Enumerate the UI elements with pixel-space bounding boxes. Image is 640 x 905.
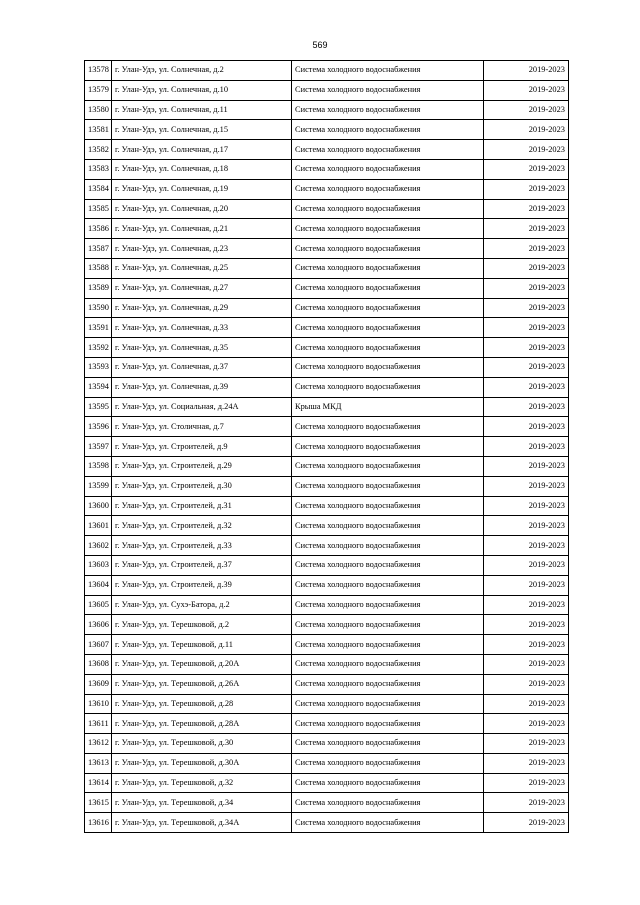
table-row [85, 734, 569, 754]
cell-system: Система холодного водоснабжения [292, 437, 484, 457]
cell-record-number: 13590 [85, 298, 112, 318]
cell-period: 2019-2023 [484, 298, 569, 318]
cell-period: 2019-2023 [484, 61, 569, 81]
table-row [85, 61, 569, 81]
cell-address: г. Улан-Удэ, ул. Солнечная, д.23 [112, 239, 292, 259]
cell-record-number: 13615 [85, 793, 112, 813]
cell-system: Система холодного водоснабжения [292, 674, 484, 694]
cell-address: г. Улан-Удэ, ул. Солнечная, д.33 [112, 318, 292, 338]
table-row [85, 179, 569, 199]
registry-table-body [85, 61, 569, 833]
cell-record-number: 13584 [85, 179, 112, 199]
page-number: 569 [312, 40, 328, 50]
table-row [85, 654, 569, 674]
cell-period: 2019-2023 [484, 714, 569, 734]
cell-record-number: 13591 [85, 318, 112, 338]
cell-address: г. Улан-Удэ, ул. Солнечная, д.17 [112, 140, 292, 160]
cell-address: г. Улан-Удэ, ул. Строителей, д.31 [112, 496, 292, 516]
cell-system: Система холодного водоснабжения [292, 278, 484, 298]
cell-system: Система холодного водоснабжения [292, 239, 484, 259]
cell-period: 2019-2023 [484, 417, 569, 437]
cell-system: Система холодного водоснабжения [292, 813, 484, 833]
cell-record-number: 13582 [85, 140, 112, 160]
cell-period: 2019-2023 [484, 555, 569, 575]
cell-record-number: 13578 [85, 61, 112, 81]
table-row [85, 753, 569, 773]
cell-address: г. Улан-Удэ, ул. Терешковой, д.30А [112, 753, 292, 773]
cell-system: Система холодного водоснабжения [292, 575, 484, 595]
cell-period: 2019-2023 [484, 338, 569, 358]
table-row [85, 635, 569, 655]
cell-record-number: 13604 [85, 575, 112, 595]
table-row [85, 476, 569, 496]
cell-system: Система холодного водоснабжения [292, 338, 484, 358]
cell-record-number: 13592 [85, 338, 112, 358]
cell-record-number: 13596 [85, 417, 112, 437]
table-row [85, 615, 569, 635]
cell-record-number: 13588 [85, 258, 112, 278]
table-row [85, 595, 569, 615]
cell-record-number: 13583 [85, 159, 112, 179]
cell-system: Система холодного водоснабжения [292, 793, 484, 813]
cell-address: г. Улан-Удэ, ул. Солнечная, д.10 [112, 80, 292, 100]
cell-system: Система холодного водоснабжения [292, 258, 484, 278]
cell-record-number: 13594 [85, 377, 112, 397]
cell-record-number: 13613 [85, 753, 112, 773]
table-row [85, 357, 569, 377]
table-row [85, 536, 569, 556]
cell-period: 2019-2023 [484, 516, 569, 536]
table-row [85, 694, 569, 714]
cell-address: г. Улан-Удэ, ул. Терешковой, д.2 [112, 615, 292, 635]
cell-period: 2019-2023 [484, 377, 569, 397]
cell-address: г. Улан-Удэ, ул. Столичная, д.7 [112, 417, 292, 437]
cell-system: Система холодного водоснабжения [292, 714, 484, 734]
cell-address: г. Улан-Удэ, ул. Солнечная, д.11 [112, 100, 292, 120]
table-row [85, 219, 569, 239]
table-row [85, 80, 569, 100]
table-row [85, 674, 569, 694]
cell-address: г. Улан-Удэ, ул. Солнечная, д.39 [112, 377, 292, 397]
cell-address: г. Улан-Удэ, ул. Терешковой, д.34А [112, 813, 292, 833]
cell-period: 2019-2023 [484, 694, 569, 714]
cell-system: Система холодного водоснабжения [292, 61, 484, 81]
cell-address: г. Улан-Удэ, ул. Терешковой, д.32 [112, 773, 292, 793]
cell-system: Система холодного водоснабжения [292, 595, 484, 615]
cell-system: Система холодного водоснабжения [292, 753, 484, 773]
cell-record-number: 13607 [85, 635, 112, 655]
cell-address: г. Улан-Удэ, ул. Социальная, д.24А [112, 397, 292, 417]
table-row [85, 338, 569, 358]
cell-period: 2019-2023 [484, 179, 569, 199]
cell-system: Система холодного водоснабжения [292, 417, 484, 437]
cell-period: 2019-2023 [484, 476, 569, 496]
cell-period: 2019-2023 [484, 219, 569, 239]
cell-period: 2019-2023 [484, 496, 569, 516]
table-row [85, 258, 569, 278]
table-row [85, 100, 569, 120]
cell-period: 2019-2023 [484, 140, 569, 160]
cell-period: 2019-2023 [484, 536, 569, 556]
cell-system: Система холодного водоснабжения [292, 159, 484, 179]
cell-system: Система холодного водоснабжения [292, 80, 484, 100]
cell-record-number: 13601 [85, 516, 112, 536]
cell-system: Система холодного водоснабжения [292, 654, 484, 674]
table-row [85, 714, 569, 734]
cell-record-number: 13593 [85, 357, 112, 377]
cell-address: г. Улан-Удэ, ул. Солнечная, д.27 [112, 278, 292, 298]
cell-address: г. Улан-Удэ, ул. Солнечная, д.2 [112, 61, 292, 81]
cell-record-number: 13597 [85, 437, 112, 457]
cell-address: г. Улан-Удэ, ул. Терешковой, д.20А [112, 654, 292, 674]
table-row [85, 140, 569, 160]
cell-period: 2019-2023 [484, 80, 569, 100]
cell-address: г. Улан-Удэ, ул. Солнечная, д.18 [112, 159, 292, 179]
cell-period: 2019-2023 [484, 595, 569, 615]
cell-system: Система холодного водоснабжения [292, 100, 484, 120]
cell-address: г. Улан-Удэ, ул. Строителей, д.37 [112, 555, 292, 575]
cell-system: Система холодного водоснабжения [292, 199, 484, 219]
cell-address: г. Улан-Удэ, ул. Терешковой, д.11 [112, 635, 292, 655]
cell-period: 2019-2023 [484, 654, 569, 674]
cell-record-number: 13606 [85, 615, 112, 635]
cell-system: Система холодного водоснабжения [292, 357, 484, 377]
table-row [85, 239, 569, 259]
cell-address: г. Улан-Удэ, ул. Терешковой, д.26А [112, 674, 292, 694]
cell-system: Система холодного водоснабжения [292, 377, 484, 397]
cell-period: 2019-2023 [484, 437, 569, 457]
table-row [85, 813, 569, 833]
cell-period: 2019-2023 [484, 674, 569, 694]
cell-record-number: 13602 [85, 536, 112, 556]
cell-system: Система холодного водоснабжения [292, 496, 484, 516]
cell-record-number: 13614 [85, 773, 112, 793]
cell-address: г. Улан-Удэ, ул. Солнечная, д.19 [112, 179, 292, 199]
table-row [85, 793, 569, 813]
cell-period: 2019-2023 [484, 318, 569, 338]
table-row [85, 159, 569, 179]
cell-address: г. Улан-Удэ, ул. Солнечная, д.37 [112, 357, 292, 377]
cell-period: 2019-2023 [484, 120, 569, 140]
registry-table [84, 60, 569, 833]
cell-address: г. Улан-Удэ, ул. Сухэ-Батора, д.2 [112, 595, 292, 615]
table-row [85, 496, 569, 516]
table-row [85, 298, 569, 318]
cell-system: Система холодного водоснабжения [292, 318, 484, 338]
cell-period: 2019-2023 [484, 100, 569, 120]
table-row [85, 278, 569, 298]
cell-address: г. Улан-Удэ, ул. Солнечная, д.35 [112, 338, 292, 358]
table-row [85, 575, 569, 595]
table-row [85, 397, 569, 417]
table-row [85, 456, 569, 476]
cell-system: Система холодного водоснабжения [292, 555, 484, 575]
cell-period: 2019-2023 [484, 397, 569, 417]
cell-period: 2019-2023 [484, 813, 569, 833]
table-row [85, 318, 569, 338]
cell-system: Система холодного водоснабжения [292, 298, 484, 318]
cell-address: г. Улан-Удэ, ул. Солнечная, д.25 [112, 258, 292, 278]
cell-system: Система холодного водоснабжения [292, 615, 484, 635]
cell-system: Система холодного водоснабжения [292, 516, 484, 536]
cell-record-number: 13587 [85, 239, 112, 259]
table-row [85, 120, 569, 140]
cell-period: 2019-2023 [484, 278, 569, 298]
cell-record-number: 13609 [85, 674, 112, 694]
cell-record-number: 13580 [85, 100, 112, 120]
cell-system: Крыша МКД [292, 397, 484, 417]
cell-record-number: 13600 [85, 496, 112, 516]
cell-record-number: 13611 [85, 714, 112, 734]
cell-record-number: 13598 [85, 456, 112, 476]
cell-period: 2019-2023 [484, 575, 569, 595]
cell-period: 2019-2023 [484, 239, 569, 259]
cell-address: г. Улан-Удэ, ул. Строителей, д.32 [112, 516, 292, 536]
table-row [85, 773, 569, 793]
cell-record-number: 13599 [85, 476, 112, 496]
cell-address: г. Улан-Удэ, ул. Солнечная, д.15 [112, 120, 292, 140]
cell-record-number: 13616 [85, 813, 112, 833]
cell-period: 2019-2023 [484, 258, 569, 278]
table-row [85, 516, 569, 536]
cell-address: г. Улан-Удэ, ул. Терешковой, д.30 [112, 734, 292, 754]
cell-address: г. Улан-Удэ, ул. Строителей, д.30 [112, 476, 292, 496]
cell-period: 2019-2023 [484, 456, 569, 476]
cell-address: г. Улан-Удэ, ул. Терешковой, д.28 [112, 694, 292, 714]
cell-address: г. Улан-Удэ, ул. Терешковой, д.28А [112, 714, 292, 734]
cell-system: Система холодного водоснабжения [292, 694, 484, 714]
cell-address: г. Улан-Удэ, ул. Строителей, д.9 [112, 437, 292, 457]
cell-period: 2019-2023 [484, 734, 569, 754]
cell-system: Система холодного водоснабжения [292, 120, 484, 140]
cell-system: Система холодного водоснабжения [292, 140, 484, 160]
cell-system: Система холодного водоснабжения [292, 219, 484, 239]
cell-period: 2019-2023 [484, 199, 569, 219]
cell-system: Система холодного водоснабжения [292, 536, 484, 556]
cell-record-number: 13605 [85, 595, 112, 615]
cell-system: Система холодного водоснабжения [292, 179, 484, 199]
cell-record-number: 13603 [85, 555, 112, 575]
cell-record-number: 13610 [85, 694, 112, 714]
cell-record-number: 13608 [85, 654, 112, 674]
cell-address: г. Улан-Удэ, ул. Солнечная, д.29 [112, 298, 292, 318]
cell-record-number: 13612 [85, 734, 112, 754]
cell-system: Система холодного водоснабжения [292, 734, 484, 754]
cell-address: г. Улан-Удэ, ул. Строителей, д.33 [112, 536, 292, 556]
cell-address: г. Улан-Удэ, ул. Терешковой, д.34 [112, 793, 292, 813]
cell-address: г. Улан-Удэ, ул. Строителей, д.39 [112, 575, 292, 595]
cell-record-number: 13581 [85, 120, 112, 140]
cell-address: г. Улан-Удэ, ул. Строителей, д.29 [112, 456, 292, 476]
cell-system: Система холодного водоснабжения [292, 635, 484, 655]
cell-address: г. Улан-Удэ, ул. Солнечная, д.20 [112, 199, 292, 219]
table-row [85, 437, 569, 457]
cell-period: 2019-2023 [484, 793, 569, 813]
cell-system: Система холодного водоснабжения [292, 456, 484, 476]
cell-system: Система холодного водоснабжения [292, 773, 484, 793]
cell-system: Система холодного водоснабжения [292, 476, 484, 496]
cell-period: 2019-2023 [484, 753, 569, 773]
table-row [85, 417, 569, 437]
cell-record-number: 13595 [85, 397, 112, 417]
cell-period: 2019-2023 [484, 357, 569, 377]
cell-address: г. Улан-Удэ, ул. Солнечная, д.21 [112, 219, 292, 239]
table-row [85, 377, 569, 397]
cell-record-number: 13579 [85, 80, 112, 100]
cell-record-number: 13586 [85, 219, 112, 239]
table-row [85, 555, 569, 575]
cell-period: 2019-2023 [484, 773, 569, 793]
cell-period: 2019-2023 [484, 615, 569, 635]
cell-record-number: 13589 [85, 278, 112, 298]
cell-period: 2019-2023 [484, 635, 569, 655]
cell-record-number: 13585 [85, 199, 112, 219]
cell-period: 2019-2023 [484, 159, 569, 179]
table-row [85, 199, 569, 219]
